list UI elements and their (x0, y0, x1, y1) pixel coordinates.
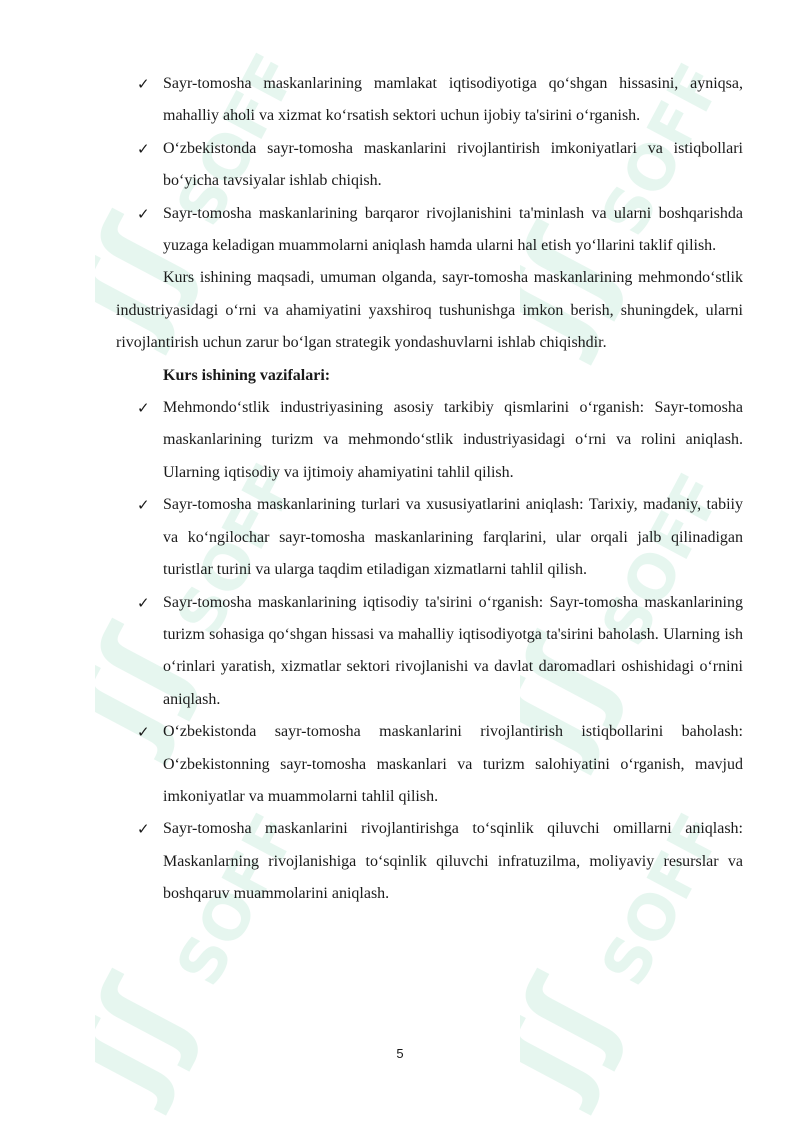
checkmark-icon: ✓ (137, 820, 150, 839)
document-body (116, 68, 743, 911)
list-item (116, 587, 743, 717)
list-item-text: O‘zbekistonda sayr-tomosha maskanlarini rivojlantirish istiqbollarini baholash: O‘zbekistonning sayr-tomosha maskanlari va turizm salohiyatini o‘rganish, mavjud imkoniyatlar va muammolarni tahlil qilish. (163, 723, 743, 805)
checkmark-icon: ✓ (137, 496, 150, 515)
purpose-paragraph: Kurs ishining maqsadi, umuman olganda, sayr-tomosha maskanlarining mehmondo‘stlik industriyasidagi o‘rni va ahamiyatini yaxshiroq tushunishga imkon berish, shuningdek, ularni rivojlantirish uchun zarur bo‘lgan strategik yondashuvlarni ishlab chiqishdir. (116, 269, 743, 352)
svg-text:ʃʃ: ʃʃ (520, 620, 643, 774)
checkmark-icon: ✓ (137, 204, 150, 223)
checkmark-icon: ✓ (137, 723, 150, 742)
list-item-text: Mehmondo‘stlik industriyasining asosiy tarkibiy qismlarini o‘rganish: Sayr-tomosha maskanlarining turizm va mehmondo‘stlik industriyasidagi o‘rni va rolini aniqlash. Ularning iqtisodiy va ijtimoiy ahamiyatini tahlil qilish. (163, 399, 743, 481)
svg-text:SOFF: SOFF (161, 42, 295, 238)
list-item (116, 392, 743, 489)
svg-text:ʃʃ: ʃʃ (95, 200, 218, 354)
svg-text:SOFF: SOFF (586, 802, 720, 998)
svg-text:ʃʃ: ʃʃ (520, 960, 643, 1114)
checkmark-icon: ✓ (137, 75, 150, 93)
list-item (116, 198, 743, 263)
svg-text:SOFF: SOFF (586, 462, 720, 658)
list-item (116, 716, 743, 813)
list-item (116, 813, 743, 910)
svg-text:SOFF: SOFF (161, 802, 295, 998)
list-item-text: O‘zbekistonda sayr-tomosha maskanlarini rivojlantirish imkoniyatlari va istiqbollari bo‘yicha tavsiyalar ishlab chiqish. (163, 139, 743, 190)
tasks-heading: Kurs ishining vazifalari: (163, 366, 331, 384)
list-item-text: Sayr-tomosha maskanlarining mamlakat iqtisodiyotiga qo‘shgan hissasini, ayniqsa, mahalliy aholi va xizmat ko‘rsatish sektori uchun ijobiy ta'sirini o‘rganish. (163, 75, 743, 125)
list-item-text: Sayr-tomosha maskanlarining iqtisodiy ta'sirini o‘rganish: Sayr-tomosha maskanlarining turizm sohasiga qo‘shgan hissasi va mahalliy iqtisodiyotga ta'sirini baholash. Ularning ish o‘rinlari yaratish, xizmatlar sektori rivojlanishi va davlat daromadlari oshishidagi o‘rnini aniqlash. (163, 593, 743, 708)
checkmark-icon: ✓ (137, 139, 150, 158)
list-item (116, 489, 743, 586)
list-item-text: Sayr-tomosha maskanlarining turlari va xususiyatlarini aniqlash: Tarixiy, madaniy, tabiiy va ko‘ngilochar sayr-tomosha maskanlarining farqlarini, ular orqali jalb qilinadigan turistlar turini va ularga taqdim etiladigan xizmatlarni tahlil qilish. (163, 496, 743, 579)
list-item-text: Sayr-tomosha maskanlarini rivojlantirishga to‘sqinlik qiluvchi omillarni aniqlash: Maskanlarning rivojlanishiga to‘sqinlik qiluvchi infratuzilma, moliyaviy resurslar va boshqaruv muammolarini aniqlash. (163, 820, 743, 903)
checkmark-icon: ✓ (137, 593, 150, 612)
svg-text:ʃʃ: ʃʃ (95, 960, 218, 1114)
svg-text:ʃʃ: ʃʃ (520, 210, 643, 364)
svg-text:SOFF: SOFF (586, 52, 720, 248)
list-item (116, 133, 743, 198)
svg-text:SOFF: SOFF (161, 452, 295, 648)
list-item-text: Sayr-tomosha maskanlarining barqaror rivojlanishini ta'minlash va ularni boshqarishda yuzaga keladigan muammolarni aniqlash hamda ularni hal etish yo‘llarini taklif qilish. (163, 204, 743, 255)
list-item (116, 68, 743, 133)
checkmark-icon: ✓ (137, 399, 150, 418)
svg-text:ʃʃ: ʃʃ (95, 610, 218, 764)
page-number: 5 (396, 1046, 404, 1061)
